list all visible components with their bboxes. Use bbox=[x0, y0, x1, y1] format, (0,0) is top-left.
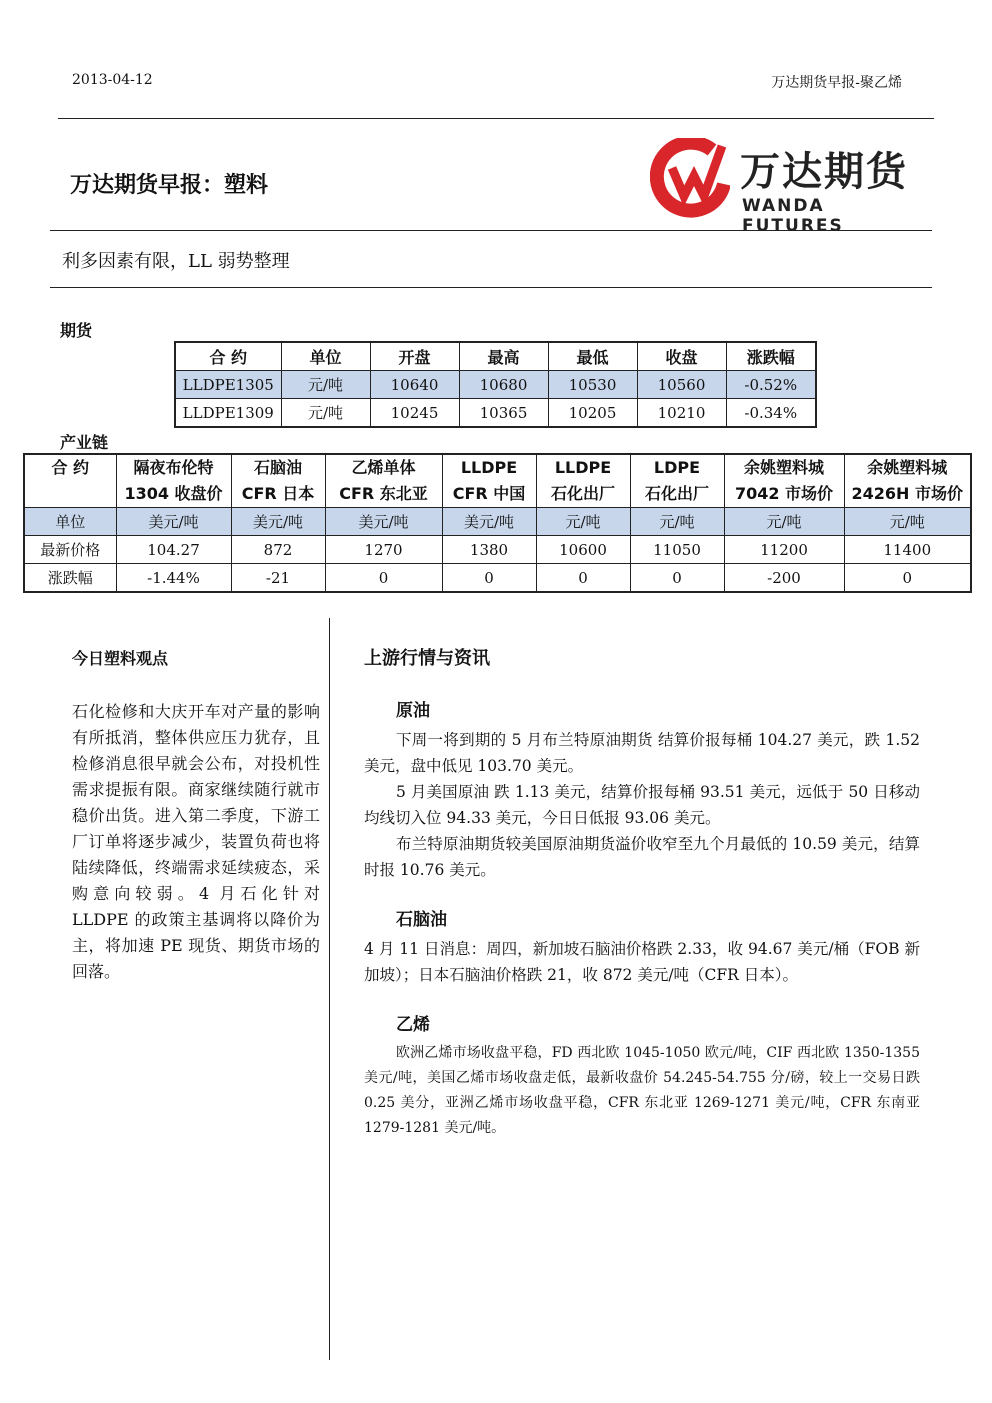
table-cell: 10640 bbox=[370, 371, 459, 399]
subtitle-rule bbox=[50, 287, 932, 288]
col-low: 最低 bbox=[548, 342, 637, 371]
futures-header-row bbox=[175, 342, 816, 371]
industry-label: 产业链 bbox=[60, 433, 109, 452]
col-high: 最高 bbox=[459, 342, 548, 371]
table-cell: 0 bbox=[442, 564, 536, 593]
crude-paragraph: 布兰特原油期货较美国原油期货溢价收窄至九个月最低的 10.59 美元，结算时报 10.76 美元。 bbox=[364, 835, 920, 879]
header-line: 石化出厂 bbox=[644, 484, 709, 503]
page-title: 万达期货早报：塑料 bbox=[70, 173, 269, 198]
table-cell: LLDPE1305 bbox=[175, 371, 281, 399]
wanda-logo-icon bbox=[650, 138, 730, 220]
header-line: 乙烯单体 bbox=[351, 458, 416, 477]
table-cell: 11050 bbox=[630, 536, 724, 564]
plastics-view-section bbox=[72, 646, 320, 985]
table-cell: 美元/吨 bbox=[116, 508, 231, 536]
news-heading: 上游行情与资讯 bbox=[364, 648, 490, 669]
table-cell: 元/吨 bbox=[724, 508, 844, 536]
table-cell: 0 bbox=[325, 564, 442, 593]
table-cell: 1270 bbox=[325, 536, 442, 564]
header-line: 7042 市场价 bbox=[734, 484, 834, 503]
col-change: 涨跌幅 bbox=[726, 342, 816, 371]
table-cell: 元/吨 bbox=[630, 508, 724, 536]
report-date: 2013-04-12 bbox=[72, 72, 153, 88]
crude-paragraph: 下周一将到期的 5 月布兰特原油期货 结算价报每桶 104.27 美元，跌 1.52 美元，盘中低见 103.70 美元。 bbox=[364, 731, 920, 775]
header-cell bbox=[325, 454, 442, 508]
naphtha-paragraph: 4 月 11 日消息：周四，新加坡石脑油价格跌 2.33，收 94.67 美元/桶（FOB 新加坡）；日本石脑油价格跌 21，收 872 美元/吨（CFR 日本）。 bbox=[364, 940, 920, 984]
table-cell: 10680 bbox=[459, 371, 548, 399]
header-line: LDPE bbox=[653, 458, 701, 477]
header-line: 隔夜布伦特 bbox=[133, 458, 214, 477]
header-line: 1304 收盘价 bbox=[124, 484, 223, 503]
table-cell: -200 bbox=[724, 564, 844, 593]
report-subtitle: 利多因素有限，LL 弱势整理 bbox=[62, 251, 290, 272]
header-line: 合 约 bbox=[51, 458, 90, 477]
table-cell: 0 bbox=[536, 564, 630, 593]
table-cell: 10245 bbox=[370, 399, 459, 428]
crude-paragraph: 5 月美国原油 跌 1.13 美元，结算价报每桶 93.51 美元，远低于 50 日移动均线切入位 94.33 美元，今日日低报 93.06 美元。 bbox=[364, 783, 920, 827]
header-cell bbox=[536, 454, 630, 508]
col-open: 开盘 bbox=[370, 342, 459, 371]
title-rule bbox=[50, 230, 932, 231]
header-rule bbox=[58, 118, 934, 119]
spacer bbox=[364, 988, 920, 1010]
table-cell: 元/吨 bbox=[281, 399, 370, 428]
ethylene-paragraph: 欧洲乙烯市场收盘平稳，FD 西北欧 1045-1050 欧元/吨，CIF 西北欧 1350-1355 美元/吨，美国乙烯市场收盘走低，最新收盘价 54.245-54.755 分/磅，较上一交易日跌 0.25 美分，亚洲乙烯市场收盘平稳，CFR 东北亚 1269-1271 美元/吨，CFR 东南亚 1279-1281 美元/吨。 bbox=[364, 1045, 920, 1136]
view-heading: 今日塑料观点 bbox=[72, 649, 169, 668]
table-row bbox=[175, 371, 816, 399]
header-cell bbox=[724, 454, 844, 508]
header-line: CFR 中国 bbox=[452, 484, 526, 503]
header-cell bbox=[116, 454, 231, 508]
table-cell: -21 bbox=[231, 564, 325, 593]
col-unit: 单位 bbox=[281, 342, 370, 371]
col-close: 收盘 bbox=[637, 342, 726, 371]
table-cell: 10560 bbox=[637, 371, 726, 399]
table-cell: 元/吨 bbox=[536, 508, 630, 536]
crude-heading: 原油 bbox=[396, 701, 430, 721]
table-cell: 元/吨 bbox=[844, 508, 971, 536]
table-cell: 0 bbox=[630, 564, 724, 593]
header-cell bbox=[231, 454, 325, 508]
upstream-news-section bbox=[364, 644, 920, 1141]
ethylene-heading: 乙烯 bbox=[396, 1015, 430, 1035]
view-text: 石化检修和大庆开车对产量的影响有所抵消，整体供应压力犹存，且检修消息很早就会公布，对投机性需求提振有限。商家继续随行就市稳价出货。进入第二季度，下游工厂订单将逐步减少，装置负荷也将陆续降低，终端需求延续疲态，采购意向较弱。4 月石化针对 LLDPE 的政策主基调将以降价为主，将加速 PE 现货、期货市场的回落。 bbox=[72, 702, 320, 981]
table-cell: 单位 bbox=[24, 508, 116, 536]
table-cell: 104.27 bbox=[116, 536, 231, 564]
header-line: 石脑油 bbox=[253, 458, 302, 477]
table-cell: 元/吨 bbox=[281, 371, 370, 399]
table-row bbox=[24, 536, 971, 564]
table-cell: -0.34% bbox=[726, 399, 816, 428]
header-cell bbox=[442, 454, 536, 508]
header-line: 2426H 市场价 bbox=[851, 484, 963, 503]
table-row bbox=[175, 399, 816, 428]
table-cell: 美元/吨 bbox=[231, 508, 325, 536]
wanda-logo bbox=[650, 138, 940, 236]
table-cell: -1.44% bbox=[116, 564, 231, 593]
table-cell: 最新价格 bbox=[24, 536, 116, 564]
table-cell: -0.52% bbox=[726, 371, 816, 399]
table-cell: 涨跌幅 bbox=[24, 564, 116, 593]
table-cell: 1380 bbox=[442, 536, 536, 564]
header-line: 余姚塑料城 bbox=[867, 458, 948, 477]
table-cell: 11400 bbox=[844, 536, 971, 564]
industry-header-row bbox=[24, 454, 971, 508]
futures-label: 期货 bbox=[60, 321, 93, 340]
industry-table bbox=[23, 453, 972, 593]
report-name: 万达期货早报-聚乙烯 bbox=[771, 75, 902, 91]
table-cell: 美元/吨 bbox=[442, 508, 536, 536]
naphtha-heading: 石脑油 bbox=[396, 910, 447, 930]
header-line: CFR 日本 bbox=[241, 484, 315, 503]
table-cell: LLDPE1309 bbox=[175, 399, 281, 428]
header-line: LLDPE bbox=[460, 458, 518, 477]
table-cell: 10205 bbox=[548, 399, 637, 428]
table-row bbox=[24, 508, 971, 536]
header-cell bbox=[630, 454, 724, 508]
table-cell: 0 bbox=[844, 564, 971, 593]
logo-cn-text: 万达期货 bbox=[740, 149, 908, 195]
table-row bbox=[24, 564, 971, 593]
table-cell: 10530 bbox=[548, 371, 637, 399]
table-cell: 10210 bbox=[637, 399, 726, 428]
column-divider bbox=[329, 618, 330, 1360]
futures-table bbox=[174, 341, 817, 428]
table-cell: 美元/吨 bbox=[325, 508, 442, 536]
header-line: CFR 东北亚 bbox=[339, 484, 428, 503]
table-cell: 872 bbox=[231, 536, 325, 564]
spacer bbox=[364, 883, 920, 905]
table-cell: 10600 bbox=[536, 536, 630, 564]
col-contract: 合 约 bbox=[175, 342, 281, 371]
header-cell bbox=[24, 454, 116, 508]
header-cell bbox=[844, 454, 971, 508]
header-line: 余姚塑料城 bbox=[743, 458, 824, 477]
table-cell: 10365 bbox=[459, 399, 548, 428]
header-line: 石化出厂 bbox=[550, 484, 615, 503]
header-line: LLDPE bbox=[554, 458, 612, 477]
table-cell: 11200 bbox=[724, 536, 844, 564]
logo-en-text: WANDA FUTURES bbox=[742, 196, 844, 236]
